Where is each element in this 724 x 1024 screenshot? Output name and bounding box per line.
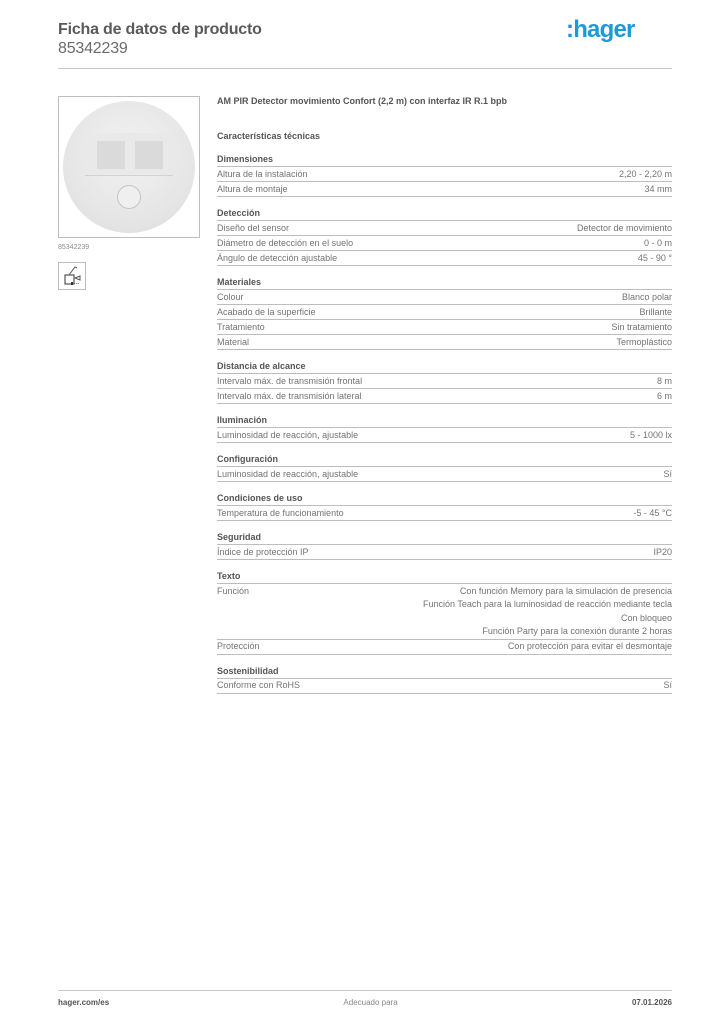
sensor-lens (85, 133, 173, 176)
spec-label: Luminosidad de reacción, ajustable (217, 468, 359, 479)
group-sostenibilidad (217, 665, 672, 694)
spec-value: 5 - 1000 lx (629, 429, 672, 440)
spec-value: 6 m (656, 390, 672, 401)
image-caption: 85342239 (58, 244, 90, 251)
group-title: Configuración (217, 453, 672, 467)
group-title: Sostenibilidad (217, 665, 672, 679)
spec-label: Protección (217, 641, 260, 651)
wall-mounting-icon (58, 262, 86, 290)
website-link[interactable]: hager.com/es (58, 998, 110, 1007)
spec-value: Sí (663, 680, 672, 690)
spec-value: IP20 (653, 546, 672, 557)
spec-row (217, 236, 672, 251)
footer-center-text: Adecuado para (343, 998, 398, 1007)
spec-value-line: Con bloqueo (620, 612, 672, 623)
spec-value: 2,20 - 2,20 m (618, 168, 672, 179)
footer-divider (58, 990, 672, 991)
sensor-pane-right (135, 141, 163, 169)
sensor-button (117, 185, 141, 209)
spec-value-multiline (423, 585, 672, 639)
section-title: Características técnicas (217, 131, 321, 141)
spec-row (217, 167, 672, 182)
group-iluminacion (217, 414, 672, 443)
group-title: Seguridad (217, 531, 672, 545)
spec-row (217, 182, 672, 197)
sensor-pane-left (97, 141, 125, 169)
spec-value: Termoplástico (616, 336, 672, 347)
product-image-frame (58, 96, 200, 238)
spec-row (217, 251, 672, 266)
product-number: 85342239 (58, 40, 128, 57)
spec-label: Material (217, 336, 250, 347)
header-divider (58, 68, 672, 69)
spec-value: 34 mm (644, 183, 672, 194)
spec-value: -5 - 45 °C (633, 507, 672, 518)
group-distancia-alcance (217, 360, 672, 404)
spec-value: Detector de movimiento (576, 222, 672, 233)
group-title: Texto (217, 570, 672, 584)
spec-label: Diámetro de detección en el suelo (217, 237, 354, 248)
spec-row (217, 428, 672, 443)
spec-row (217, 335, 672, 350)
group-seguridad (217, 531, 672, 560)
group-title: Condiciones de uso (217, 492, 672, 506)
group-deteccion (217, 207, 672, 266)
spec-row (217, 467, 672, 482)
spec-row (217, 584, 672, 640)
spec-value: Con protección para evitar el desmontaje (507, 641, 672, 651)
spec-value-line: Con función Memory para la simulación de presencia (459, 585, 672, 596)
spec-label: Altura de montaje (217, 183, 288, 194)
group-title: Iluminación (217, 414, 672, 428)
spec-row (217, 679, 672, 694)
spec-row (217, 221, 672, 236)
spec-label: Luminosidad de reacción, ajustable (217, 429, 359, 440)
spec-label: Acabado de la superficie (217, 306, 316, 317)
spec-row (217, 506, 672, 521)
motion-detector-image (63, 101, 195, 233)
spec-row (217, 374, 672, 389)
product-name: AM PIR Detector movimiento Confort (2,2 m) con interfaz IR R.1 bpb (217, 96, 508, 106)
spec-row (217, 305, 672, 320)
document-date: 07.01.2026 (631, 998, 672, 1007)
spec-label: Intervalo máx. de transmisión frontal (217, 375, 363, 386)
spec-row (217, 320, 672, 335)
hager-logo: :hager (566, 16, 635, 43)
spec-row (217, 389, 672, 404)
spec-label: Temperatura de funcionamiento (217, 507, 344, 518)
spec-value: Blanco polar (621, 291, 672, 302)
spec-value: Sí (663, 468, 672, 479)
spec-value-line: Función Party para la conexión durante 2 horas (482, 626, 672, 636)
spec-value: Sin tratamiento (611, 321, 672, 332)
spec-label: Altura de la instalación (217, 168, 308, 179)
spec-label: Intervalo máx. de transmisión lateral (217, 390, 362, 401)
spec-row (217, 640, 672, 655)
group-dimensiones (217, 153, 672, 197)
group-configuracion (217, 453, 672, 482)
spec-row (217, 290, 672, 305)
spec-value: 45 - 90 ° (637, 252, 672, 263)
spec-label: Colour (217, 291, 244, 302)
page-footer (58, 998, 672, 1007)
spec-label: Función (217, 585, 250, 596)
group-title: Dimensiones (217, 153, 672, 167)
spec-label: Ángulo de detección ajustable (217, 252, 338, 263)
spec-row (217, 545, 672, 560)
group-materiales (217, 276, 672, 350)
spec-label: Índice de protección IP (217, 546, 309, 557)
group-condiciones-uso (217, 492, 672, 521)
spec-label: Tratamiento (217, 321, 265, 332)
group-title: Distancia de alcance (217, 360, 672, 374)
spec-value: 0 - 0 m (643, 237, 672, 248)
document-title: Ficha de datos de producto (58, 21, 262, 38)
spec-value: Brillante (639, 306, 672, 317)
group-title: Materiales (217, 276, 672, 290)
spec-value: 8 m (656, 375, 672, 386)
spec-value-line: Función Teach para la luminosidad de reacción mediante tecla (423, 599, 672, 609)
spec-content (217, 94, 672, 694)
spec-label: Conforme con RoHS (217, 680, 301, 690)
spec-label: Diseño del sensor (217, 222, 290, 233)
group-title: Detección (217, 207, 672, 221)
group-texto (217, 570, 672, 655)
